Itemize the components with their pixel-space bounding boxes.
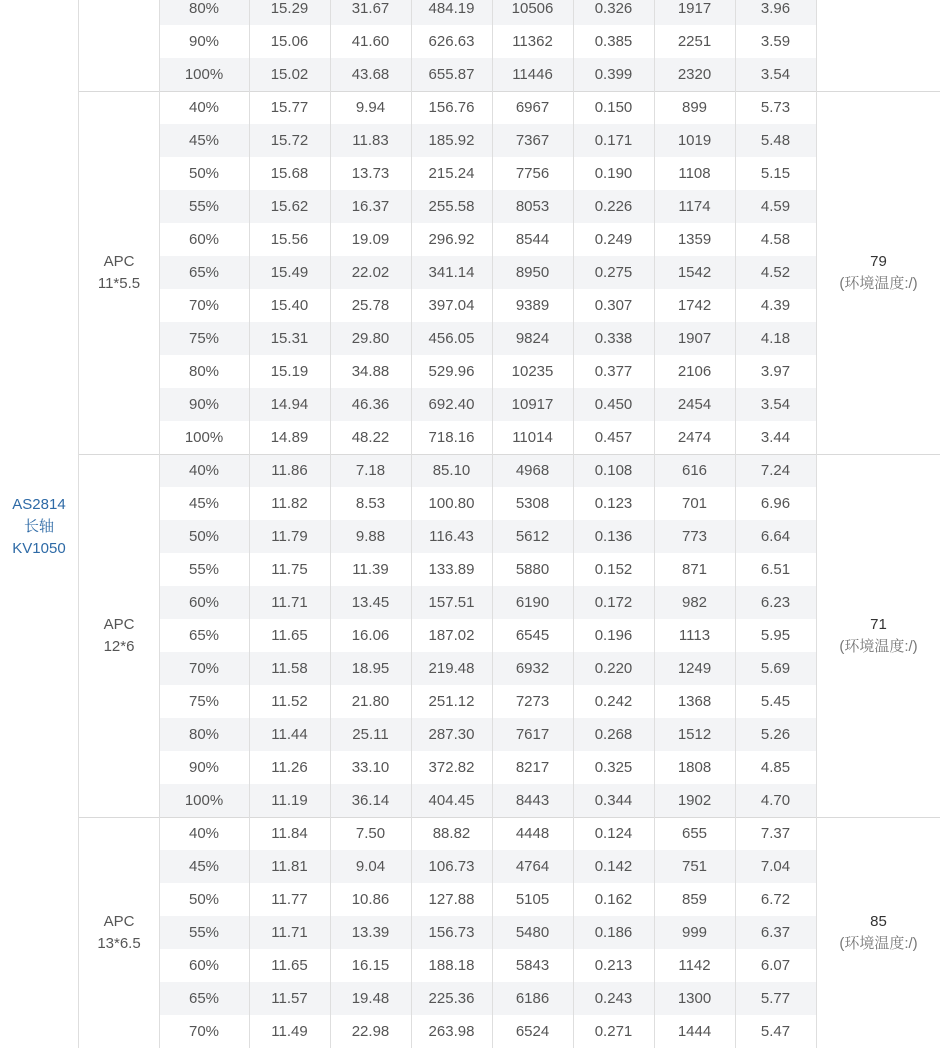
table-cell: 456.05 [428,330,475,347]
table-cell: 0.325 [594,759,633,776]
table-cell: 22.02 [351,264,390,281]
table-cell: 0.377 [594,363,633,380]
table-cell: 255.58 [428,198,475,215]
table-cell: 692.40 [428,396,475,413]
table-cell: 7.37 [760,825,791,842]
table-cell: 5.69 [760,660,791,677]
table-cell: 1444 [677,1023,712,1040]
table-cell: 14.94 [270,396,309,413]
table-cell: 22.98 [351,1023,390,1040]
table-cell: 15.02 [270,66,309,83]
table-cell: 219.48 [428,660,475,677]
table-cell: 251.12 [428,693,475,710]
table-cell: 4.59 [760,198,791,215]
table-cell: 11.57 [271,990,308,1007]
table-cell: 156.73 [428,924,475,941]
table-cell: 0.124 [594,825,633,842]
table-cell: 4764 [515,858,550,875]
prop-model-cell [79,911,159,955]
table-cell: 100% [184,792,224,809]
table-cell: 0.457 [594,429,633,446]
table-cell: 11.44 [271,726,308,743]
prop-size: 11*5.5 [97,274,141,292]
table-cell: 36.14 [351,792,390,809]
table-cell: 6186 [515,990,550,1007]
table-cell: 29.80 [351,330,390,347]
column-divider [654,0,655,1048]
table-cell: 655 [681,825,708,842]
table-cell: 773 [681,528,708,545]
motor-model-name: AS2814 [12,496,66,513]
table-cell: 55% [188,924,220,941]
table-cell: 1808 [677,759,712,776]
table-cell: 11.86 [271,462,308,479]
table-cell: 0.242 [594,693,633,710]
column-divider [735,0,736,1048]
table-cell: 11.77 [271,891,308,908]
table-cell: 65% [188,264,220,281]
table-cell: 0.338 [594,330,633,347]
table-cell: 43.68 [351,66,390,83]
table-cell: 6190 [515,594,550,611]
table-cell: 90% [188,759,220,776]
table-cell: 15.56 [270,231,309,248]
prop-model-cell [79,251,159,295]
table-cell: 718.16 [428,429,475,446]
table-cell: 8053 [515,198,550,215]
table-cell: 2474 [677,429,712,446]
table-cell: 60% [188,231,220,248]
table-cell: 4968 [515,462,550,479]
table-cell: 75% [188,693,220,710]
table-cell: 7273 [515,693,550,710]
table-cell: 999 [681,924,708,941]
table-cell: 14.89 [270,429,309,446]
table-cell: 899 [681,99,708,116]
table-cell: 1142 [678,957,711,974]
table-cell: 50% [188,165,220,182]
table-cell: 11.39 [352,561,389,578]
table-cell: 11.52 [271,693,308,710]
table-cell: 3.54 [760,396,791,413]
table-cell: 0.450 [594,396,633,413]
table-cell: 70% [188,297,220,314]
motor-model-cell [0,494,78,560]
table-cell: 8544 [515,231,550,248]
table-cell: 701 [681,495,708,512]
table-cell: 1917 [677,0,712,17]
table-cell: 15.62 [270,198,309,215]
table-cell: 15.19 [270,363,309,380]
table-cell: 116.43 [429,528,474,545]
table-cell: 11.81 [271,858,308,875]
table-cell: 3.59 [760,33,791,50]
table-cell: 1249 [677,660,712,677]
table-cell: 80% [188,726,220,743]
table-cell: 9.88 [355,528,386,545]
table-cell: 4.70 [760,792,791,809]
group-divider [79,817,940,818]
prop-brand: APC [103,912,135,930]
table-cell: 1907 [677,330,712,347]
table-cell: 296.92 [428,231,475,248]
table-cell: 41.60 [351,33,390,50]
table-cell: 19.48 [351,990,390,1007]
table-cell: 0.385 [594,33,633,50]
prop-brand: APC [103,252,135,270]
table-cell: 6.51 [760,561,791,578]
table-cell: 6967 [515,99,550,116]
table-cell: 751 [681,858,708,875]
table-cell: 0.186 [594,924,633,941]
table-cell: 70% [188,1023,220,1040]
table-cell: 85.10 [432,462,471,479]
table-cell: 25.78 [351,297,390,314]
table-cell: 15.29 [270,0,309,17]
table-cell: 21.80 [351,693,390,710]
table-cell: 11.84 [271,825,308,842]
table-cell: 31.67 [351,0,390,17]
table-cell: 7.50 [355,825,386,842]
table-cell: 7.04 [760,858,791,875]
table-cell: 1742 [677,297,712,314]
table-cell: 0.226 [594,198,633,215]
table-cell: 15.77 [270,99,309,116]
table-cell: 341.14 [428,264,475,281]
table-cell: 1113 [678,627,711,644]
table-cell: 5.48 [760,132,791,149]
table-cell: 0.268 [594,726,633,743]
table-cell: 19.09 [351,231,390,248]
table-cell: 2454 [677,396,712,413]
table-cell: 10917 [511,396,554,413]
table-cell: 11014 [512,429,553,446]
table-cell: 11.65 [271,957,308,974]
column-divider [330,0,331,1048]
table-cell: 0.249 [594,231,633,248]
table-cell: 9.04 [355,858,386,875]
table-cell: 13.39 [351,924,390,941]
table-cell: 484.19 [428,0,475,17]
table-cell: 65% [188,990,220,1007]
table-cell: 11.75 [271,561,308,578]
table-cell: 0.213 [594,957,633,974]
table-cell: 5.47 [760,1023,791,1040]
table-cell: 871 [681,561,708,578]
table-cell: 5105 [515,891,550,908]
table-cell: 133.89 [428,561,475,578]
column-divider [411,0,412,1048]
table-cell: 13.45 [351,594,390,611]
table-cell: 6.37 [760,924,791,941]
table-cell: 287.30 [428,726,475,743]
table-cell: 0.136 [594,528,633,545]
table-cell: 0.152 [594,561,633,578]
table-cell: 1108 [678,165,711,182]
temperature-cell [817,911,940,955]
table-cell: 45% [188,495,220,512]
table-cell: 11.49 [271,1023,308,1040]
table-cell: 15.49 [270,264,309,281]
table-cell: 10506 [511,0,554,17]
table-cell: 40% [188,462,220,479]
table-cell: 15.31 [270,330,309,347]
table-cell: 188.18 [428,957,475,974]
table-cell: 1359 [677,231,712,248]
table-cell: 397.04 [428,297,475,314]
table-cell: 80% [188,0,220,17]
table-cell: 5.45 [760,693,791,710]
table-cell: 6545 [515,627,550,644]
table-cell: 18.95 [351,660,390,677]
table-cell: 55% [188,198,220,215]
temperature-cell [817,251,940,295]
table-cell: 11.71 [271,924,308,941]
table-cell: 127.88 [428,891,475,908]
table-cell: 100% [184,66,224,83]
table-cell: 15.40 [270,297,309,314]
table-cell: 3.54 [760,66,791,83]
prop-size: 13*6.5 [97,934,141,952]
table-cell: 263.98 [428,1023,475,1040]
table-cell: 33.10 [351,759,390,776]
table-cell: 6.07 [760,957,791,974]
table-cell: 40% [188,825,220,842]
table-cell: 5.95 [760,627,791,644]
table-cell: 16.37 [351,198,390,215]
prop-size: 12*6 [103,637,135,655]
table-cell: 4.39 [760,297,791,314]
table-cell: 11.65 [271,627,308,644]
table-cell: 0.275 [594,264,633,281]
table-cell: 225.36 [428,990,475,1007]
table-cell: 1174 [678,198,711,215]
table-cell: 215.24 [428,165,475,182]
table-cell: 5308 [515,495,550,512]
table-cell: 40% [188,99,220,116]
column-divider [492,0,493,1048]
table-cell: 5.26 [760,726,791,743]
table-cell: 626.63 [428,33,475,50]
table-cell: 5612 [515,528,550,545]
table-cell: 60% [188,957,220,974]
prop-brand: APC [103,615,135,633]
table-cell: 187.02 [428,627,475,644]
table-cell: 3.97 [760,363,791,380]
table-cell: 8443 [515,792,550,809]
table-cell: 157.51 [428,594,475,611]
table-cell: 6.64 [760,528,791,545]
table-cell: 45% [188,132,220,149]
table-cell: 1542 [677,264,712,281]
table-cell: 9824 [515,330,550,347]
table-cell: 9389 [515,297,550,314]
table-cell: 4.52 [760,264,791,281]
table-cell: 48.22 [351,429,390,446]
table-cell: 16.15 [351,957,390,974]
table-cell: 13.73 [351,165,390,182]
table-cell: 0.162 [594,891,633,908]
table-cell: 2106 [677,363,712,380]
table-cell: 100% [184,429,224,446]
column-divider [816,0,817,1048]
table-cell: 1368 [677,693,712,710]
table-cell: 0.123 [594,495,633,512]
prop-model-cell [79,614,159,658]
table-cell: 11.58 [271,660,308,677]
table-cell: 11.83 [352,132,389,149]
table-cell: 7.24 [760,462,791,479]
table-cell: 5.77 [760,990,791,1007]
table-cell: 5480 [515,924,550,941]
table-cell: 0.220 [594,660,633,677]
table-cell: 1512 [677,726,712,743]
table-cell: 2251 [677,33,712,50]
table-cell: 0.142 [594,858,633,875]
table-cell: 65% [188,627,220,644]
table-cell: 11.71 [271,594,308,611]
temperature-value: 71 [870,615,887,633]
table-cell: 529.96 [428,363,475,380]
column-divider [78,0,79,1048]
motor-shaft-type: 长轴 [23,518,54,535]
table-cell: 60% [188,594,220,611]
table-cell: 34.88 [351,363,390,380]
table-cell: 7.18 [355,462,386,479]
table-cell: 1019 [677,132,712,149]
table-cell: 10.86 [351,891,390,908]
table-cell: 0.243 [594,990,633,1007]
column-divider [159,0,160,1048]
table-cell: 6932 [515,660,550,677]
table-cell: 0.108 [594,462,633,479]
table-cell: 5.15 [760,165,791,182]
table-cell: 11.26 [271,759,308,776]
table-cell: 88.82 [432,825,471,842]
table-cell: 5843 [515,957,550,974]
table-cell: 46.36 [351,396,390,413]
table-cell: 0.307 [594,297,633,314]
table-cell: 16.06 [351,627,390,644]
table-cell: 404.45 [428,792,475,809]
temperature-cell [817,614,940,658]
table-cell: 7617 [515,726,550,743]
table-cell: 100.80 [428,495,475,512]
table-cell: 50% [188,528,220,545]
motor-kv-rating: KV1050 [12,540,66,557]
table-cell: 0.344 [594,792,633,809]
table-cell: 1300 [677,990,712,1007]
table-cell: 156.76 [428,99,475,116]
group-divider [79,91,940,92]
table-cell: 3.96 [760,0,791,17]
table-cell: 0.271 [594,1023,633,1040]
temperature-value: 85 [870,912,887,930]
table-cell: 4448 [515,825,550,842]
table-cell: 75% [188,330,220,347]
table-cell: 859 [681,891,708,908]
table-cell: 7756 [515,165,550,182]
table-cell: 5.73 [760,99,791,116]
table-cell: 6.96 [760,495,791,512]
table-cell: 25.11 [352,726,389,743]
ambient-temperature-note: (环境温度:/) [839,274,918,292]
table-cell: 4.18 [760,330,791,347]
table-cell: 372.82 [428,759,475,776]
table-cell: 11446 [512,66,553,83]
table-cell: 0.150 [594,99,633,116]
table-cell: 15.68 [270,165,309,182]
table-cell: 0.171 [594,132,633,149]
table-cell: 106.73 [428,858,475,875]
column-divider [249,0,250,1048]
table-cell: 15.72 [270,132,309,149]
column-divider [573,0,574,1048]
table-cell: 7367 [515,132,550,149]
table-cell: 0.326 [594,0,633,17]
table-cell: 655.87 [428,66,475,83]
table-cell: 0.190 [594,165,633,182]
table-cell: 4.58 [760,231,791,248]
table-cell: 55% [188,561,220,578]
table-cell: 982 [681,594,708,611]
table-cell: 616 [681,462,708,479]
table-cell: 8.53 [355,495,386,512]
table-cell: 90% [188,396,220,413]
table-cell: 0.399 [594,66,633,83]
table-cell: 70% [188,660,220,677]
table-cell: 50% [188,891,220,908]
table-cell: 9.94 [355,99,386,116]
ambient-temperature-note: (环境温度:/) [839,637,918,655]
table-cell: 5880 [515,561,550,578]
table-cell: 6.72 [760,891,791,908]
table-cell: 8217 [515,759,550,776]
table-cell: 185.92 [428,132,475,149]
table-cell: 80% [188,363,220,380]
table-cell: 3.44 [760,429,791,446]
table-cell: 90% [188,33,220,50]
table-cell: 0.196 [594,627,633,644]
table-cell: 11362 [512,33,553,50]
ambient-temperature-note: (环境温度:/) [839,934,918,952]
table-cell: 15.06 [270,33,309,50]
table-cell: 2320 [677,66,712,83]
table-cell: 6524 [515,1023,550,1040]
table-cell: 6.23 [760,594,791,611]
table-cell: 11.19 [271,792,308,809]
table-cell: 11.79 [271,528,308,545]
temperature-value: 79 [870,252,887,270]
table-cell: 10235 [511,363,554,380]
table-cell: 45% [188,858,220,875]
table-cell: 8950 [515,264,550,281]
group-divider [79,454,940,455]
table-cell: 0.172 [594,594,633,611]
table-cell: 11.82 [271,495,308,512]
table-cell: 4.85 [760,759,791,776]
table-cell: 1902 [677,792,712,809]
